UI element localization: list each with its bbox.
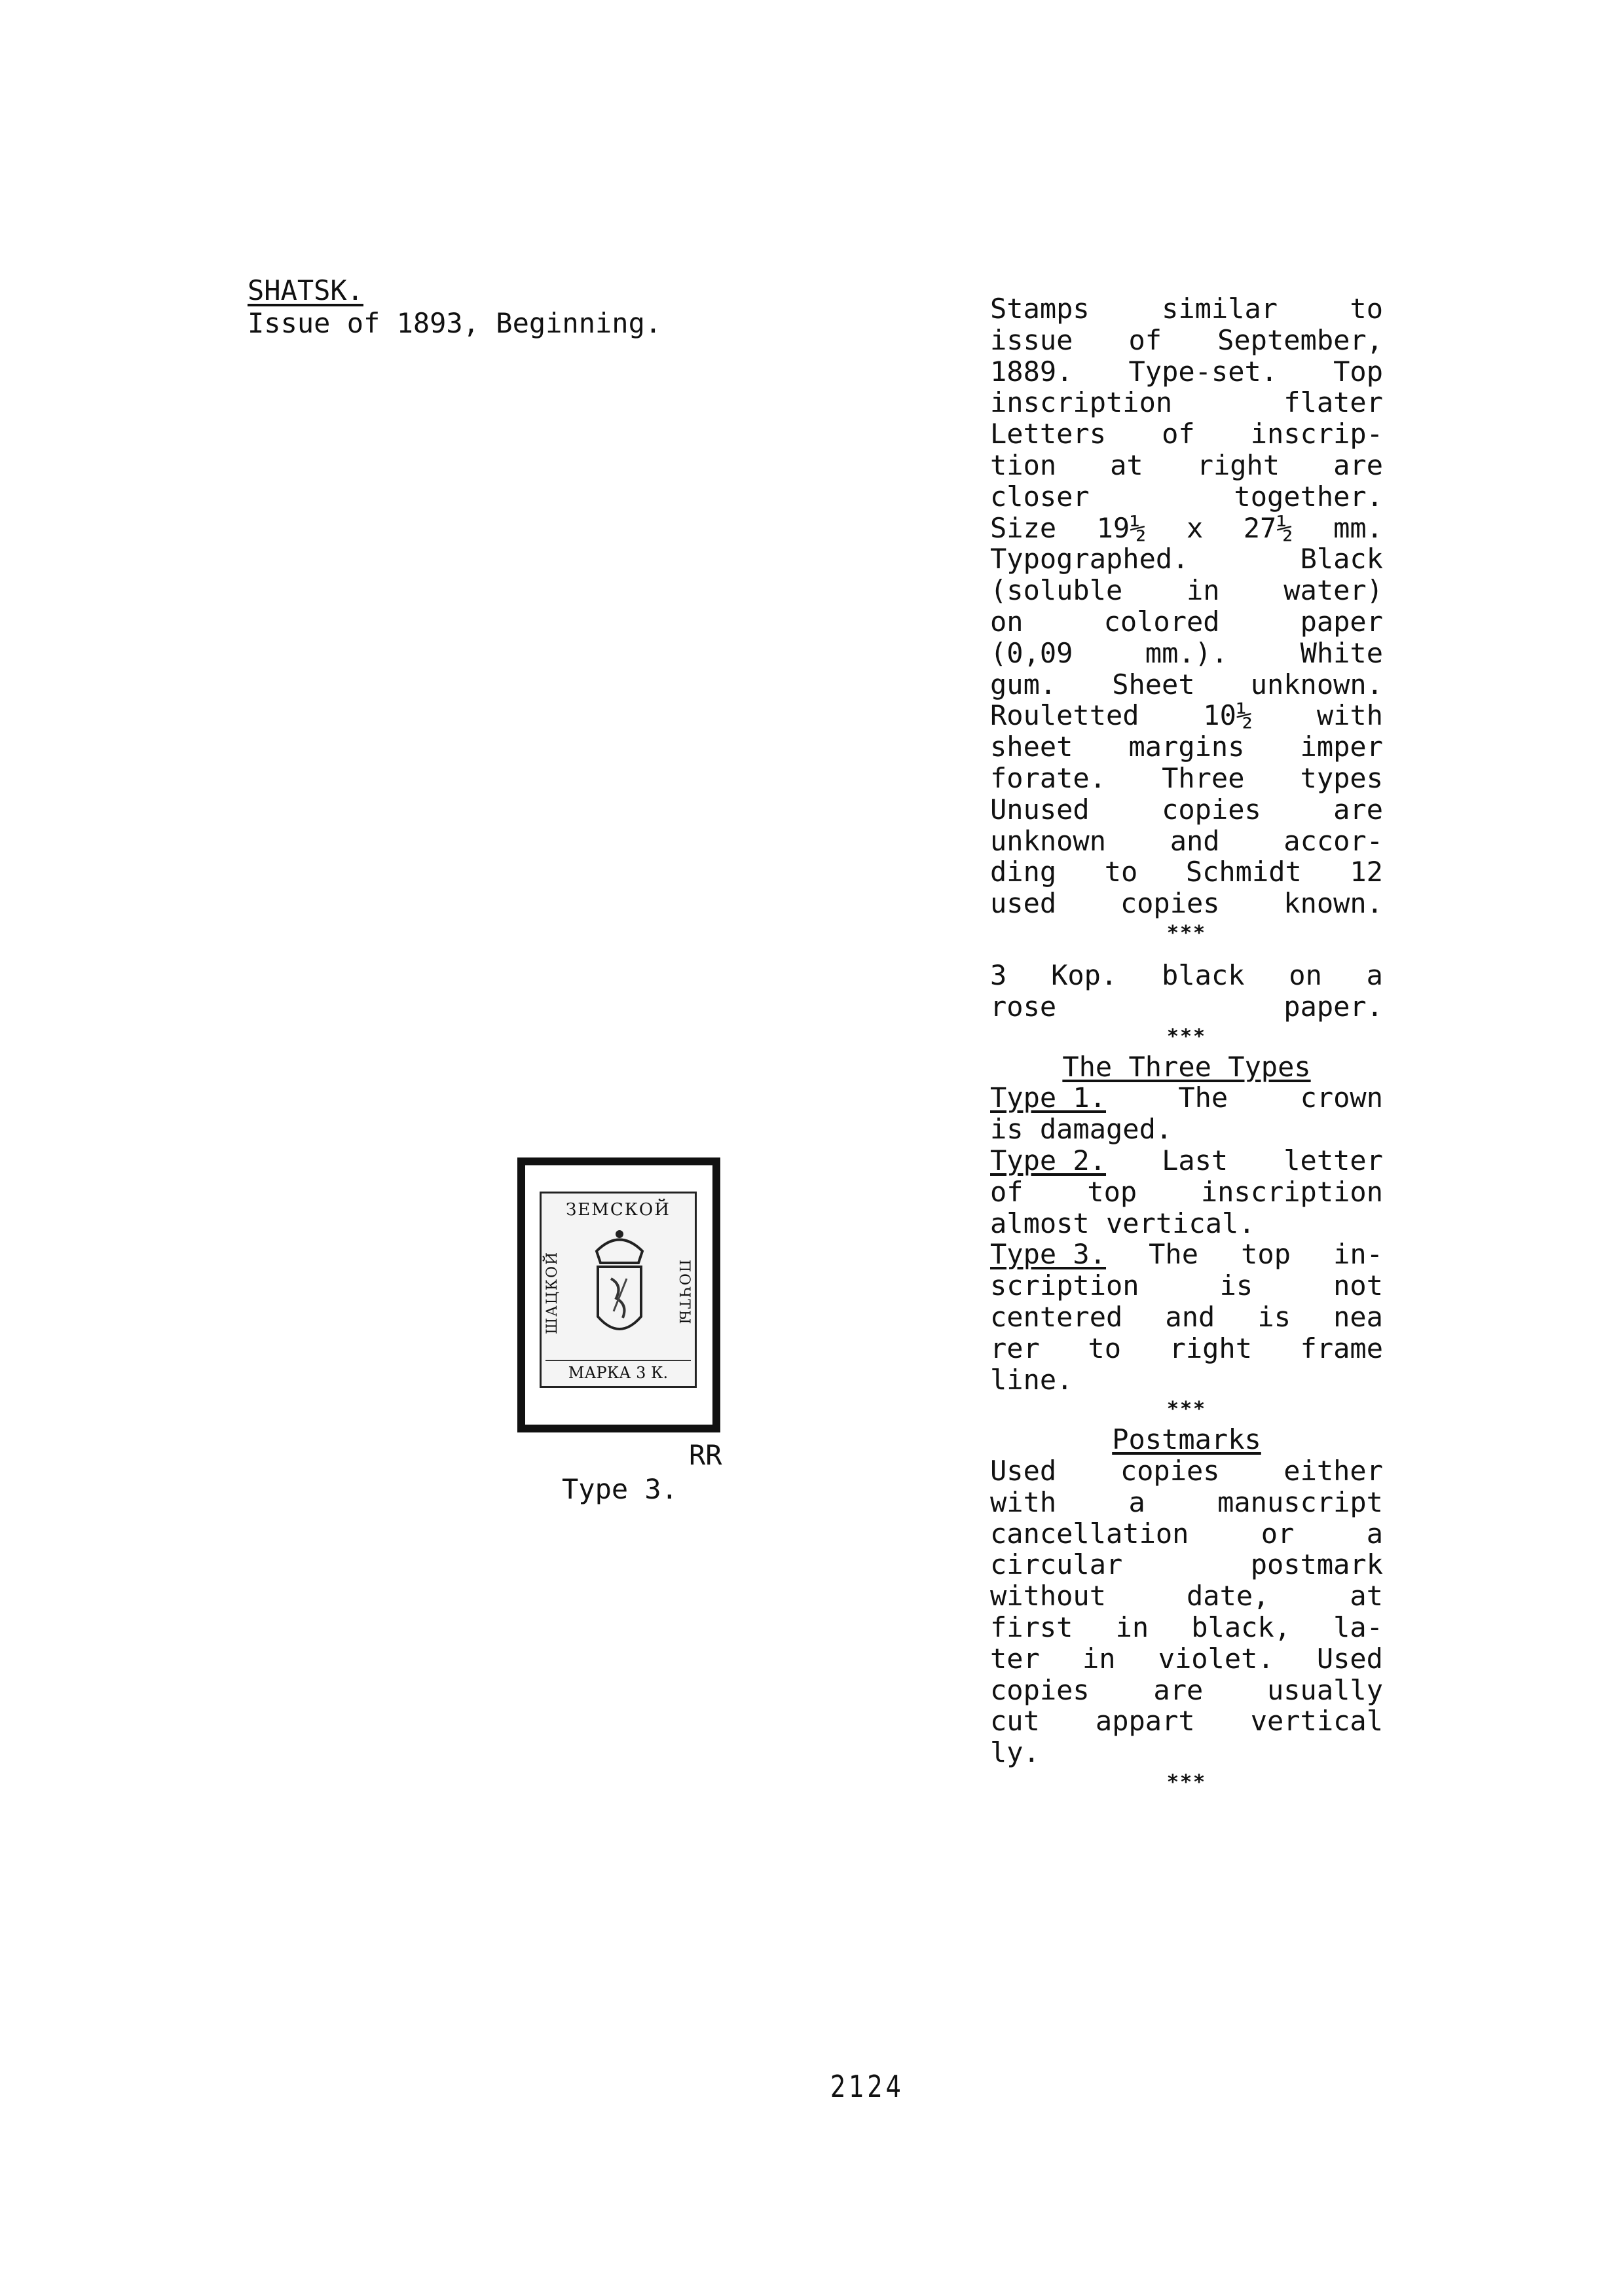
word: Black	[1300, 543, 1383, 575]
type1-line-2	[990, 1114, 1383, 1145]
text-line	[990, 700, 1383, 731]
separator-stars: ***	[1166, 921, 1207, 945]
word: are	[1333, 793, 1383, 826]
word: copies	[1162, 793, 1261, 826]
word: forate.	[990, 761, 1107, 794]
word: or	[1261, 1517, 1295, 1550]
text-line	[990, 356, 1383, 388]
word: manuscript	[1217, 1485, 1383, 1518]
word: circular	[990, 1548, 1123, 1581]
word: Sheet	[1112, 668, 1195, 701]
text-line	[990, 325, 1383, 356]
word: cut	[990, 1705, 1040, 1738]
text-line	[990, 606, 1383, 638]
word: la-	[1333, 1611, 1383, 1644]
word: appart	[1095, 1705, 1195, 1738]
word: Three	[1162, 761, 1245, 794]
word: violet.	[1158, 1642, 1274, 1675]
word: issue	[990, 323, 1073, 356]
word: Used	[990, 1455, 1057, 1487]
postmarks-paragraph	[990, 1455, 1383, 1737]
word: water)	[1283, 574, 1383, 607]
type3-paragraph	[990, 1270, 1383, 1364]
word: usually	[1266, 1673, 1383, 1706]
text-line	[990, 1487, 1383, 1518]
word: black,	[1191, 1611, 1291, 1644]
text-line	[990, 1455, 1383, 1487]
postmarks-last-line	[990, 1737, 1383, 1768]
word: and	[1165, 1300, 1215, 1333]
word: Size	[990, 511, 1057, 544]
text-line	[990, 1675, 1383, 1706]
text-line: is damaged.	[990, 1113, 1173, 1146]
word: vertical	[1250, 1705, 1383, 1738]
word: date,	[1187, 1580, 1270, 1613]
text-line	[990, 1705, 1383, 1737]
word: with	[990, 1485, 1057, 1518]
word: copies	[1120, 1455, 1220, 1487]
word: to	[1104, 856, 1138, 888]
word: first	[990, 1611, 1073, 1644]
word: 19½	[1096, 511, 1147, 544]
word: scription	[990, 1269, 1139, 1302]
text-line	[990, 763, 1383, 794]
word: not	[1333, 1269, 1383, 1302]
rarity-mark: RR	[689, 1439, 722, 1471]
text-line	[990, 1270, 1383, 1302]
stamp-caption: Type 3.	[562, 1473, 678, 1505]
type1-label: Type 1.	[990, 1082, 1107, 1114]
word: inscription	[990, 386, 1173, 419]
word: Last	[1162, 1144, 1228, 1176]
word: cancellation	[990, 1517, 1189, 1550]
word: frame	[1300, 1332, 1383, 1364]
value-paragraph	[990, 960, 1383, 1023]
text-line	[990, 1643, 1383, 1675]
word: Kop.	[1051, 958, 1118, 991]
word: The	[1149, 1238, 1198, 1271]
word: are	[1333, 448, 1383, 481]
word: at	[1350, 1580, 1383, 1613]
word: inscription	[1200, 1175, 1383, 1208]
word: top	[1241, 1238, 1291, 1271]
stamp-bottom-inscription: МАРКА 3 К.	[545, 1360, 691, 1382]
word: are	[1153, 1673, 1204, 1706]
word: of	[1162, 418, 1195, 450]
text-line	[990, 387, 1383, 418]
postmarks-heading: Postmarks	[1112, 1423, 1261, 1456]
word: flater	[1283, 386, 1383, 419]
word: at	[1110, 448, 1143, 481]
text-line: almost vertical.	[990, 1207, 1255, 1239]
text-line	[990, 669, 1383, 701]
postmarks-heading-line	[990, 1424, 1383, 1455]
word: Stamps	[990, 293, 1090, 325]
word: on	[1289, 958, 1322, 991]
word: 1889.	[990, 355, 1073, 388]
word: (soluble	[990, 574, 1123, 607]
word: without	[990, 1580, 1107, 1613]
word: mm.).	[1145, 636, 1228, 669]
word: imper	[1300, 731, 1383, 763]
word: inscrip-	[1250, 418, 1383, 450]
word: Typographed.	[990, 543, 1189, 575]
type2-line	[990, 1145, 1383, 1176]
stamp-top-inscription: ЗЕМСКОЙ	[566, 1200, 671, 1220]
text-line	[990, 888, 1383, 919]
type2-line-2	[990, 1176, 1383, 1208]
text-line: ly.	[990, 1736, 1040, 1769]
types-heading: The Three Types	[1062, 1050, 1311, 1083]
section-title: SHATSK.	[248, 274, 364, 306]
text-line	[990, 418, 1383, 450]
word: of	[990, 1175, 1024, 1208]
text-line	[990, 731, 1383, 763]
word: ter	[990, 1642, 1040, 1675]
word: in	[1187, 574, 1220, 607]
word: Type-set.	[1128, 355, 1278, 388]
text-line	[990, 293, 1383, 325]
word: centered	[990, 1300, 1123, 1333]
word: unknown.	[1250, 668, 1383, 701]
issue-heading: Issue of 1893, Beginning.	[248, 307, 662, 339]
word: 12	[1350, 856, 1383, 888]
word: copies	[1120, 887, 1220, 920]
types-heading-line	[990, 1051, 1383, 1083]
type1-line	[990, 1082, 1383, 1114]
word: paper.	[1283, 990, 1383, 1023]
type2-label: Type 2.	[990, 1144, 1107, 1176]
word: x	[1186, 511, 1204, 544]
word: to	[1350, 293, 1383, 325]
word: a	[1128, 1485, 1145, 1518]
word: in-	[1333, 1238, 1383, 1271]
word: Letters	[990, 418, 1107, 450]
word: a	[1366, 958, 1383, 991]
word: black	[1162, 958, 1245, 991]
word: types	[1300, 761, 1383, 794]
word: gum.	[990, 668, 1057, 701]
word: Top	[1333, 355, 1383, 388]
word: tion	[990, 448, 1057, 481]
word: margins	[1128, 731, 1245, 763]
word: right	[1169, 1332, 1252, 1364]
word: and	[1170, 824, 1220, 857]
text-line	[990, 543, 1383, 575]
text-line: line.	[990, 1363, 1073, 1396]
word: crown	[1300, 1082, 1383, 1114]
text-line	[990, 450, 1383, 481]
text-line	[990, 794, 1383, 826]
word: is	[1219, 1269, 1253, 1302]
text-line	[990, 638, 1383, 669]
word: accor-	[1283, 824, 1383, 857]
separator-stars: ***	[1166, 1771, 1207, 1795]
word: rer	[990, 1332, 1040, 1364]
text-line	[990, 1518, 1383, 1550]
word: White	[1300, 636, 1383, 669]
stamp-right-inscription: ПОЧТЫ	[676, 1259, 692, 1326]
text-line	[990, 1580, 1383, 1612]
word: nea	[1333, 1300, 1383, 1333]
crown-shield-icon	[570, 1225, 669, 1349]
description-column	[990, 293, 1383, 1797]
word: of	[1128, 323, 1162, 356]
word: 3	[990, 958, 1007, 991]
separator-stars: ***	[1166, 1398, 1207, 1421]
word: closer	[990, 480, 1090, 513]
word: 10½	[1203, 699, 1253, 732]
word: top	[1087, 1175, 1137, 1208]
word: copies	[990, 1673, 1090, 1706]
word: The	[1178, 1082, 1228, 1114]
text-line	[990, 991, 1383, 1023]
word: with	[1316, 699, 1383, 732]
word: unknown	[990, 824, 1107, 857]
type3-label: Type 3.	[990, 1238, 1107, 1271]
type3-last-line	[990, 1364, 1383, 1396]
word: Unused	[990, 793, 1090, 826]
word: mm.	[1333, 511, 1383, 544]
word: in	[1082, 1642, 1116, 1675]
word: 27½	[1243, 511, 1293, 544]
word: together.	[1234, 480, 1383, 513]
text-line	[990, 1302, 1383, 1333]
type2-line-3	[990, 1208, 1383, 1239]
word: letter	[1283, 1144, 1383, 1176]
type3-line	[990, 1239, 1383, 1270]
text-line	[990, 575, 1383, 606]
word: in	[1115, 1611, 1149, 1644]
word: paper	[1300, 605, 1383, 638]
page-number: 2124	[830, 2069, 904, 2104]
word: Schmidt	[1185, 856, 1302, 888]
word: known.	[1283, 887, 1383, 920]
word: rose	[990, 990, 1057, 1023]
stamp-image	[517, 1157, 720, 1432]
word: Rouletted	[990, 699, 1139, 732]
text-line	[990, 1549, 1383, 1580]
word: sheet	[990, 731, 1073, 763]
text-line	[990, 826, 1383, 857]
text-line	[990, 960, 1383, 991]
word: to	[1088, 1332, 1121, 1364]
stamp-design	[540, 1192, 697, 1388]
word: either	[1283, 1455, 1383, 1487]
word: a	[1366, 1517, 1383, 1550]
word: postmark	[1250, 1548, 1383, 1581]
description-paragraph	[990, 293, 1383, 919]
word: colored	[1103, 605, 1220, 638]
text-line	[990, 856, 1383, 888]
word: on	[990, 605, 1024, 638]
separator-stars: ***	[1166, 1025, 1207, 1048]
word: right	[1196, 448, 1280, 481]
word: September,	[1217, 323, 1383, 356]
word: is	[1257, 1300, 1291, 1333]
text-line	[990, 513, 1383, 544]
word: ding	[990, 856, 1057, 888]
text-line	[990, 481, 1383, 513]
text-line	[990, 1612, 1383, 1643]
word: similar	[1162, 293, 1278, 325]
word: used	[990, 887, 1057, 920]
stamp-left-inscription: ШАЦКОЙ	[544, 1250, 561, 1334]
word: Used	[1316, 1642, 1383, 1675]
text-line	[990, 1333, 1383, 1364]
word: (0,09	[990, 636, 1073, 669]
